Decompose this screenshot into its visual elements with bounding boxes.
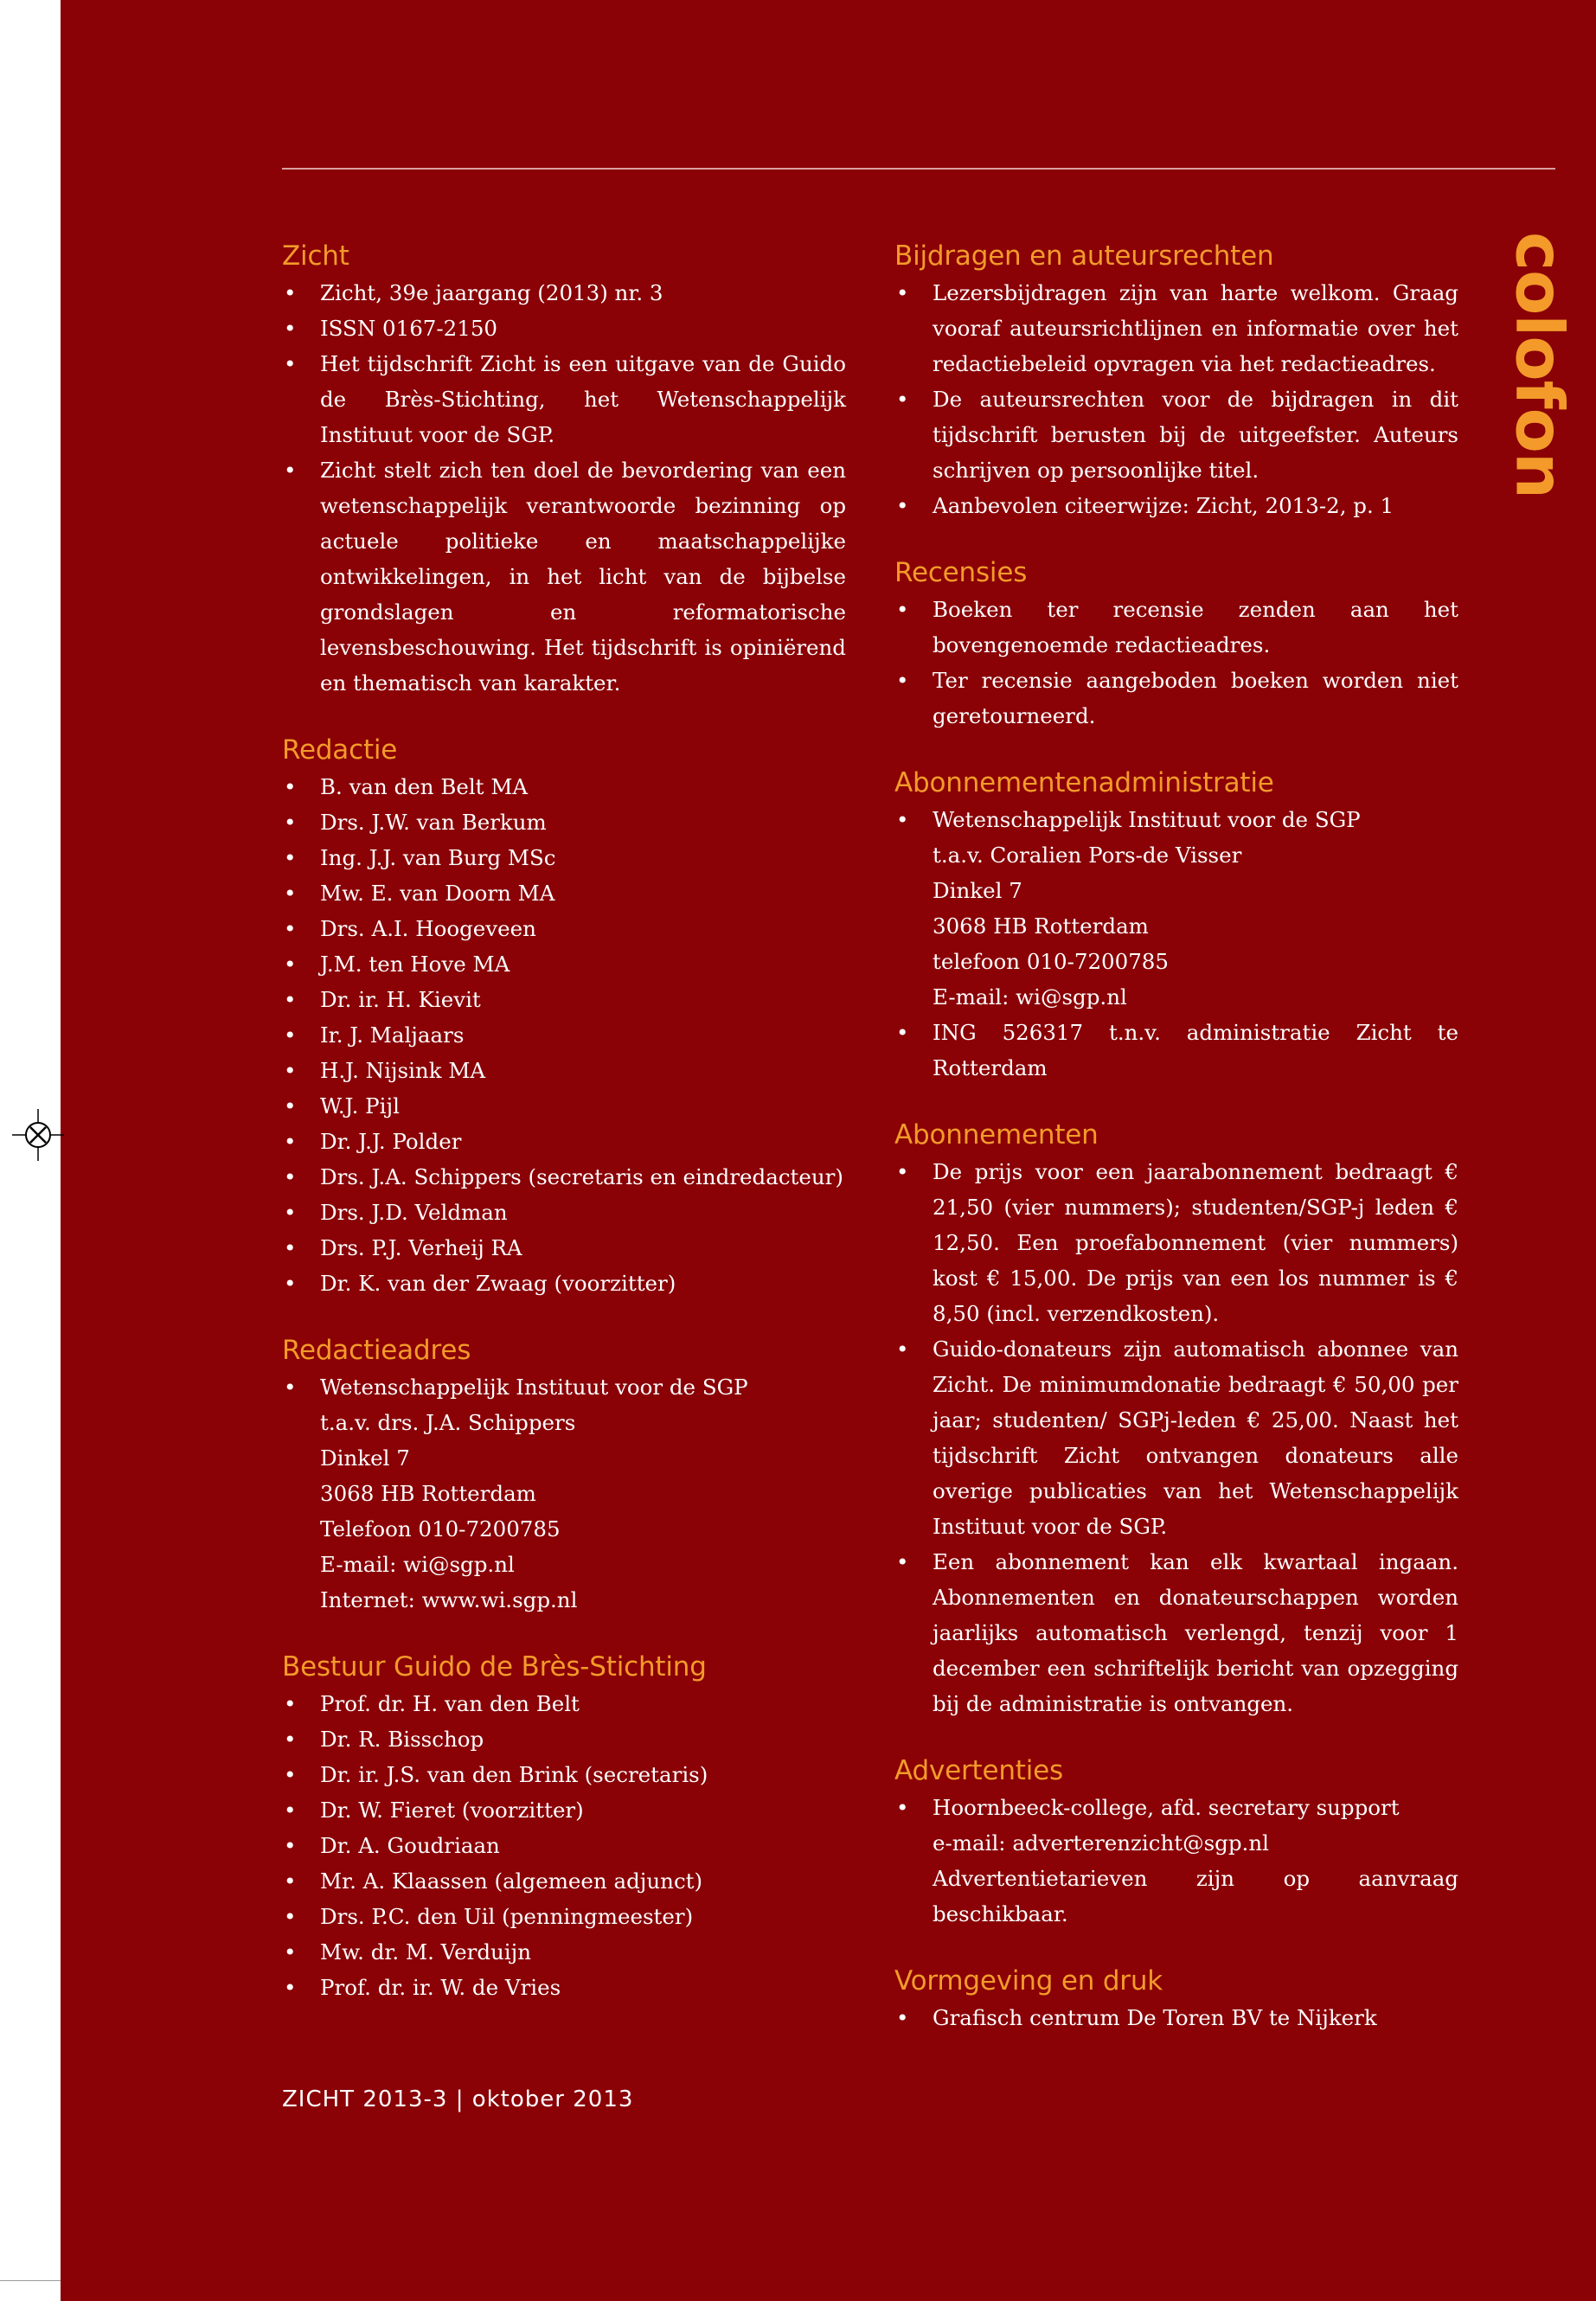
list-item-text: Dinkel 7	[320, 1445, 410, 1471]
bullet-list	[894, 1154, 1458, 1721]
list-item	[282, 1053, 846, 1088]
bullet-list	[894, 592, 1458, 734]
list-item-text: • Zicht stelt zich ten doel de bevordering van een wetenschappelijk verantwoorde bezinning op actuele politieke en maatschappelijke ontwikkelingen, in het licht van de bijbelse grondslagen en reformatorische levensbeschouwing. Het tijdschrift is opiniërend en thematisch van karakter.	[320, 458, 846, 695]
list-item-text: • Wetenschappelijk Instituut voor de SGP	[933, 807, 1361, 832]
list-item-text: • Drs. P.C. den Uil (penningmeester)	[320, 1904, 694, 1929]
side-title	[1501, 232, 1579, 498]
list-item-text: t.a.v. drs. J.A. Schippers	[320, 1410, 576, 1435]
list-item-text: • Hoornbeeck-college, afd. secretary support	[933, 1795, 1400, 1820]
section-redactieadres	[282, 1331, 846, 1618]
section-heading: Recensies	[894, 557, 1028, 588]
list-item-text: t.a.v. Coralien Pors-de Visser	[933, 843, 1242, 868]
bullet-list	[894, 802, 1458, 1086]
list-item	[282, 1017, 846, 1053]
list-item-text: • Het tijdschrift Zicht is een uitgave van de Guido de Brès-Stichting, het Wetenschappelijk Instituut voor de SGP.	[320, 351, 846, 447]
side-title-text: colofon	[1501, 232, 1579, 498]
bullet-list	[282, 769, 846, 1301]
list-item	[894, 488, 1458, 523]
bullet-list	[282, 1686, 846, 2005]
list-item-text: • Dr. J.J. Polder	[320, 1129, 462, 1154]
list-item	[282, 1369, 846, 1618]
section-vormgeving-en-druk	[894, 1962, 1458, 2035]
list-item-text: Internet: www.wi.sgp.nl	[320, 1587, 578, 1612]
list-item-text: E-mail: wi@sgp.nl	[933, 984, 1127, 1009]
trim-line	[0, 2280, 61, 2281]
list-item-text: • Grafisch centrum De Toren BV te Nijkerk	[933, 2005, 1377, 2030]
list-item-text: • B. van den Belt MA	[320, 774, 529, 799]
list-item	[894, 592, 1458, 663]
list-item-text: • Mw. dr. M. Verduijn	[320, 1939, 531, 1965]
list-item	[282, 769, 846, 804]
list-item-text: • Mw. E. van Doorn MA	[320, 881, 555, 906]
section-redactie	[282, 731, 846, 1301]
list-item	[894, 1544, 1458, 1721]
list-item-text: • ING 526317 t.n.v. administratie Zicht te Rotterdam	[933, 1020, 1458, 1080]
list-item-text: • Aanbevolen citeerwijze: Zicht, 2013-2, p. 1	[933, 493, 1394, 518]
list-item	[894, 275, 1458, 381]
list-item-text: • Dr. ir. J.S. van den Brink (secretaris)	[320, 1762, 708, 1787]
list-item-text: • Guido-donateurs zijn automatisch abonnee van Zicht. De minimumdonatie bedraagt € 50,00 per jaar; studenten/ SGPj-leden € 25,00. Naast het tijdschrift Zicht ontvangen donateurs alle overige publicaties van het Wetenschappelijk Instituut voor de SGP.	[933, 1336, 1458, 1539]
list-item	[282, 946, 846, 982]
list-item	[282, 1195, 846, 1230]
list-item-text: • ISSN 0167-2150	[320, 316, 498, 341]
list-item-text: • Lezersbijdragen zijn van harte welkom. Graag vooraf auteursrichtlijnen en informatie over het redactiebeleid opvragen via het redactieadres.	[933, 280, 1458, 376]
list-item-text: Telefoon 010-7200785	[320, 1516, 561, 1541]
list-item-text: • Ter recensie aangeboden boeken worden niet geretourneerd.	[933, 668, 1458, 728]
list-item-text: • Prof. dr. H. van den Belt	[320, 1691, 580, 1716]
list-item	[282, 1757, 846, 1792]
section-heading: Vormgeving en druk	[894, 1965, 1163, 1997]
list-item	[282, 1266, 846, 1301]
list-item-text: • Drs. J.D. Veldman	[320, 1200, 508, 1225]
list-item-text: • Dr. W. Fieret (voorzitter)	[320, 1798, 584, 1823]
list-item	[282, 875, 846, 911]
list-item	[282, 982, 846, 1017]
list-item-text: • Dr. A. Goudriaan	[320, 1833, 500, 1858]
section-heading: Zicht	[282, 240, 349, 272]
section-heading: Advertenties	[894, 1755, 1063, 1786]
section-heading: Bijdragen en auteursrechten	[894, 240, 1274, 272]
list-item	[894, 1331, 1458, 1544]
list-item-text: • J.M. ten Hove MA	[320, 952, 510, 977]
section-abonnementen	[894, 1116, 1458, 1721]
list-item	[282, 275, 846, 311]
bullet-list	[282, 1369, 846, 1618]
list-item-text: • Drs. P.J. Verheij RA	[320, 1235, 522, 1260]
section-heading: Redactieadres	[282, 1335, 471, 1366]
list-item-text: 3068 HB Rotterdam	[933, 913, 1149, 939]
right-column	[894, 237, 1458, 2066]
list-item-text: • H.J. Nijsink MA	[320, 1058, 486, 1083]
list-item	[894, 1790, 1458, 1932]
list-item-text: 3068 HB Rotterdam	[320, 1481, 536, 1506]
page-footer: ZICHT 2013-3 | oktober 2013	[282, 2086, 634, 2112]
list-item	[282, 1230, 846, 1266]
bullet-list	[282, 275, 846, 701]
list-item-text: • Wetenschappelijk Instituut voor de SGP	[320, 1375, 748, 1400]
list-item-text: • W.J. Pijl	[320, 1093, 400, 1118]
list-item	[282, 311, 846, 346]
list-item-text: • Dr. K. van der Zwaag (voorzitter)	[320, 1271, 676, 1296]
list-item	[282, 1686, 846, 1721]
bullet-list	[894, 1790, 1458, 1932]
list-item	[894, 1154, 1458, 1331]
list-item-text: • Mr. A. Klaassen (algemeen adjunct)	[320, 1868, 703, 1894]
list-item-text: • De prijs voor een jaarabonnement bedraagt € 21,50 (vier nummers); studenten/SGP-j leden € 12,50. Een proefabonnement (vier nummers) kost € 15,00. De prijs van een los nummer is € 8,50 (incl. verzendkosten).	[933, 1159, 1458, 1326]
section-abonnementenadministratie	[894, 764, 1458, 1086]
list-item-text: Dinkel 7	[933, 878, 1022, 903]
list-item	[282, 1792, 846, 1828]
list-item-text: • Drs. J.A. Schippers (secretaris en eindredacteur)	[320, 1164, 843, 1189]
registration-mark-icon	[12, 1109, 64, 1161]
list-item	[282, 1828, 846, 1863]
list-item-text: e-mail: adverterenzicht@sgp.nl	[933, 1830, 1269, 1856]
list-item-text: • Een abonnement kan elk kwartaal ingaan. Abonnementen en donateurschappen worden jaarlijks automatisch verlengd, tenzij voor 1 december een schriftelijk bericht van opzegging bij de administratie is ontvangen.	[933, 1549, 1458, 1716]
left-column	[282, 237, 846, 2035]
section-heading: Abonnementenadministratie	[894, 767, 1274, 798]
list-item-text: Advertentietarieven zijn op aanvraag beschikbaar.	[933, 1866, 1458, 1926]
list-item	[282, 1159, 846, 1195]
list-item	[282, 452, 846, 701]
list-item	[894, 2000, 1458, 2035]
section-recensies	[894, 554, 1458, 734]
list-item	[894, 1015, 1458, 1086]
bullet-list	[894, 275, 1458, 523]
list-item	[282, 1899, 846, 1934]
list-item	[282, 911, 846, 946]
section-heading: Abonnementen	[894, 1119, 1099, 1150]
list-item-text: • De auteursrechten voor de bijdragen in dit tijdschrift berusten bij de uitgeefster. Auteurs schrijven op persoonlijke titel.	[933, 387, 1458, 483]
list-item	[282, 1088, 846, 1124]
list-item	[282, 1721, 846, 1757]
list-item-text: • Drs. A.I. Hoogeveen	[320, 916, 536, 941]
list-item-text: • Ir. J. Maljaars	[320, 1022, 465, 1048]
list-item-text: • Ing. J.J. van Burg MSc	[320, 845, 556, 870]
list-item	[282, 1970, 846, 2005]
list-item-text: • Drs. J.W. van Berkum	[320, 810, 547, 835]
list-item	[894, 663, 1458, 734]
list-item	[282, 804, 846, 840]
bullet-list	[894, 2000, 1458, 2035]
list-item-text: E-mail: wi@sgp.nl	[320, 1552, 515, 1577]
list-item-text: • Prof. dr. ir. W. de Vries	[320, 1975, 561, 2000]
section-advertenties	[894, 1752, 1458, 1932]
list-item	[282, 1863, 846, 1899]
list-item	[282, 1124, 846, 1159]
list-item-text: • Boeken ter recensie zenden aan het bovengenoemde redactieadres.	[933, 597, 1458, 657]
list-item	[282, 1934, 846, 1970]
section-bijdragen-en-auteursrechten	[894, 237, 1458, 523]
list-item-text: • Dr. R. Bisschop	[320, 1727, 484, 1752]
list-item	[282, 840, 846, 875]
list-item	[894, 802, 1458, 1015]
top-rule	[282, 168, 1555, 170]
section-heading: Redactie	[282, 734, 398, 766]
list-item-text: • Zicht, 39e jaargang (2013) nr. 3	[320, 280, 663, 305]
section-heading: Bestuur Guido de Brès-Stichting	[282, 1651, 707, 1682]
section-bestuur-guido-de-br-s-stichting	[282, 1648, 846, 2005]
list-item-text: telefoon 010-7200785	[933, 949, 1169, 974]
list-item	[282, 346, 846, 452]
section-zicht	[282, 237, 846, 701]
list-item-text: • Dr. ir. H. Kievit	[320, 987, 481, 1012]
list-item	[894, 381, 1458, 488]
